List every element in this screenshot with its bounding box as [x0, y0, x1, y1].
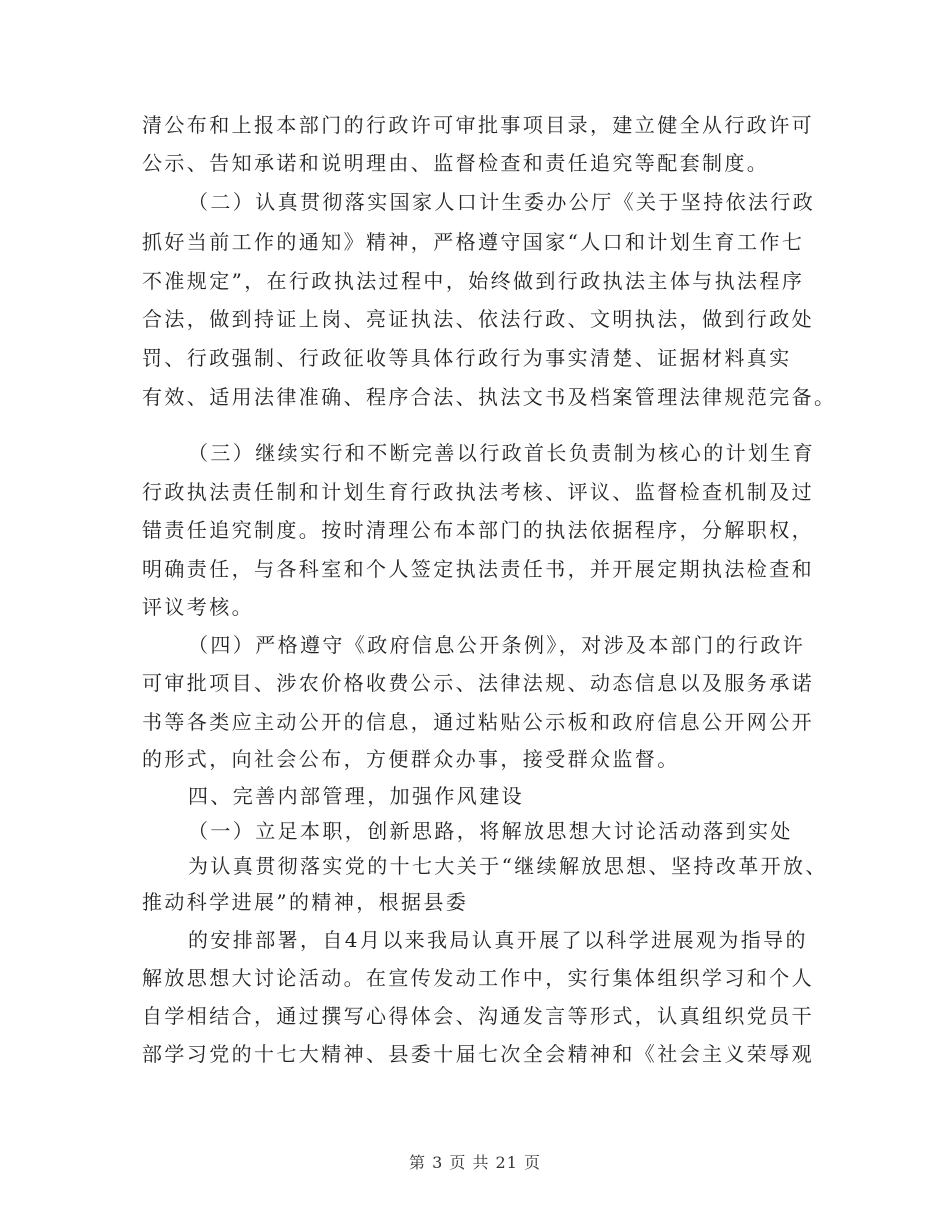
text-line: 的形式，向社会公布，方便群众办事，接受群众监督。	[142, 747, 680, 771]
text-line: 为认真贯彻落实党的十七大关于“继续解放思想、坚持改革开放、	[188, 854, 828, 878]
text-line: 清公布和上报本部门的行政许可审批事项目录，建立健全从行政许可	[142, 113, 814, 137]
page-number-footer: 第 3 页 共 21 页	[409, 1153, 541, 1172]
text-line: 评议考核。	[142, 595, 254, 619]
text-line: 行政执法责任制和计划生育行政执法考核、评议、监督检查机制及过	[142, 480, 814, 504]
text-line: 不准规定”，在行政执法过程中，始终做到行政执法主体与执法程序	[142, 269, 805, 293]
text-line: 有效、适用法律准确、程序合法、执法文书及档案管理法律规范完备。	[142, 385, 837, 409]
section-heading: 四、完善内部管理，加强作风建设	[188, 784, 524, 808]
text-line: 解放思想大讨论活动。在宣传发动工作中，实行集体组织学习和个人	[142, 966, 814, 990]
text-line: （二）认真贯彻落实国家人口计生委办公厅《关于坚持依法行政	[188, 190, 816, 214]
text-line: 明确责任，与各科室和个人签定执法责任书，并开展定期执法检查和	[142, 557, 814, 581]
text-line: 自学相结合，通过撰写心得体会、沟通发言等形式，认真组织党员干	[142, 1004, 814, 1028]
text-line: 部学习党的十七大精神、县委十届七次全会精神和《社会主义荣辱观	[142, 1042, 814, 1066]
text-line: 错责任追究制度。按时清理公布本部门的执法依据程序，分解职权，	[142, 518, 814, 542]
text-line: （三）继续实行和不断完善以行政首长负责制为核心的计划生育	[188, 441, 816, 465]
text-line: 可审批项目、涉农价格收费公示、法律法规、动态信息以及服务承诺	[142, 671, 814, 695]
text-line: 罚、行政强制、行政征收等具体行政行为事实清楚、证据材料真实	[142, 346, 792, 370]
text-line: 书等各类应主动公开的信息，通过粘贴公示板和政府信息公开网公开	[142, 710, 814, 734]
text-line: 抓好当前工作的通知》精神，严格遵守国家“人口和计划生育工作七	[142, 230, 805, 254]
text-line: （四）严格遵守《政府信息公开条例》，对涉及本部门的行政许	[188, 633, 806, 657]
text-line: 推动科学进展”的精神，根据县委	[142, 890, 469, 914]
subsection-heading: （一）立足本职，创新思路，将解放思想大讨论活动落到实处	[188, 819, 793, 843]
text-line: 公示、告知承诺和说明理由、监督检查和责任追究等配套制度。	[142, 151, 770, 175]
text-line: 合法，做到持证上岗、亮证执法、依法行政、文明执法，做到行政处	[142, 307, 814, 331]
text-line: 的安排部署，自4月以来我局认真开展了以科学进展观为指导的	[188, 928, 808, 952]
